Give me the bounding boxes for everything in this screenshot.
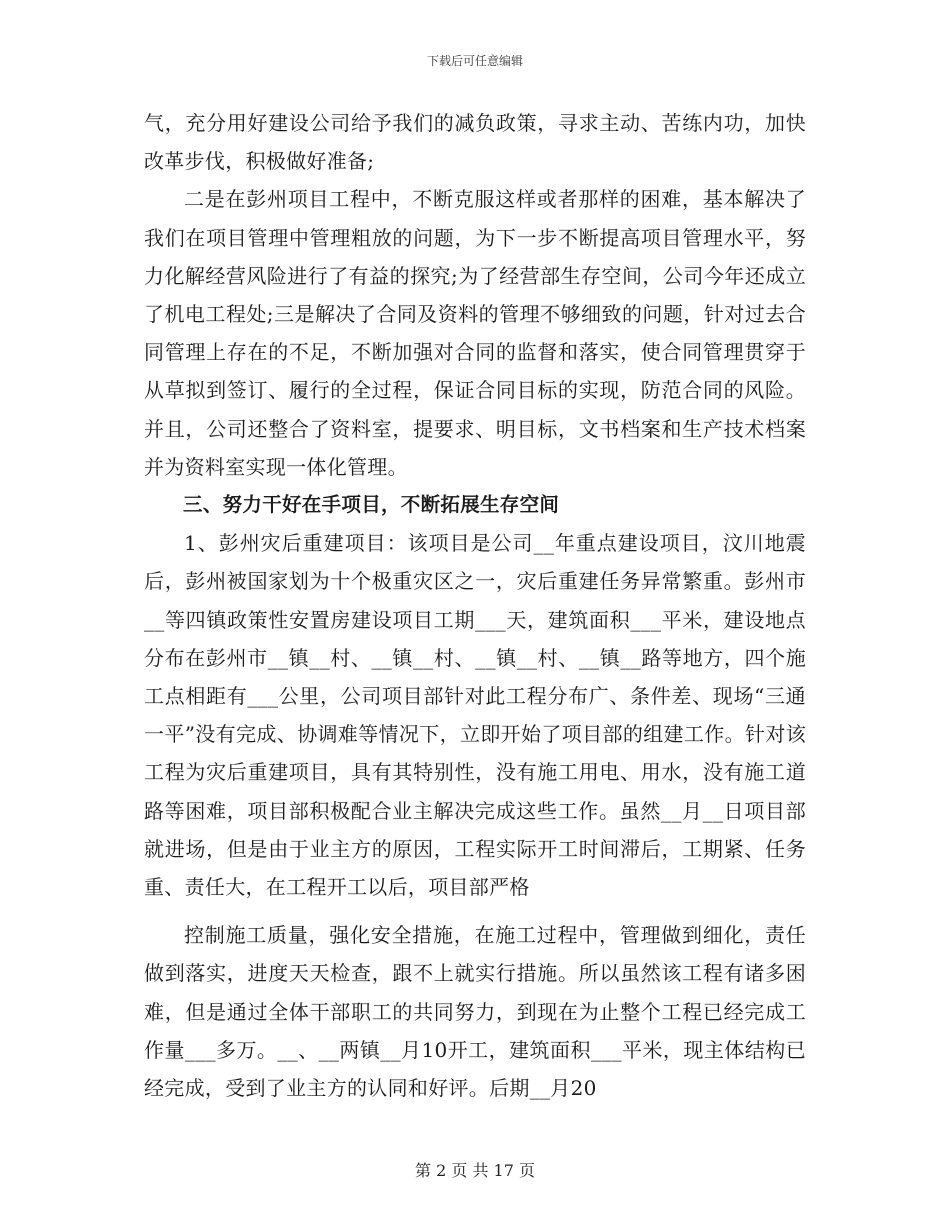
paragraph-pengzhou-project: 1、彭州灾后重建项目：该项目是公司__年重点建设项目，汶川地震后，彭州被国家划为十个极重灾区之一，灾后重建任务异常繁重。彭州市__等四镇政策性安置房建设项目工期___天，建筑面积___平米，建设地点分布在彭州市__镇__村、__镇__村、__镇__村、__镇__路等地方，四个施工点相距有___公里，公司项目部针对此工程分布广、条件差、现场“三通一平”没有完成、协调难等情况下，立即开始了项目部的组建工作。针对该工程为灾后重建项目，具有其特别性，没有施工用电、用水，没有施工道路等困难，项目部积极配合业主解决完成这些工作。虽然__月__日项目部就进场，但是由于业主方的原因，工程实际开工时间滞后，工期紧、任务重、责任大，在工程开工以后，项目部严格: [144, 531, 806, 900]
section-heading: 三、努力干好在手项目，不断拓展生存空间: [183, 493, 560, 517]
page-header: 下载后可任意编辑: [426, 54, 523, 68]
paragraph-continuation: 气，充分用好建设公司给予我们的减负政策，寻求主动、苦练内功，加快改革步伐，积极做好准备;: [144, 111, 806, 174]
page-footer: 第 2 页 共 17 页: [415, 1161, 535, 1180]
paragraph-quality-control: 控制施工质量，强化安全措施，在施工过程中，管理做到细化，责任做到落实，进度天天检查，跟不上就实行措施。所以虽然该工程有诸多困难，但是通过全体干部职工的共同努力，到现在为止整个工程已经完成工作量___多万。__、__两镇__月10开工，建筑面积___平米，现主体结构已经完成，受到了业主方的认同和好评。后期__月20: [144, 923, 806, 1101]
paragraph-project-management: 二是在彭州项目工程中，不断克服这样或者那样的困难，基本解决了我们在项目管理中管理粗放的问题，为下一步不断提高项目管理水平，努力化解经营风险进行了有益的探究;为了经营部生存空间，公司今年还成立了机电工程处;三是解决了合同及资料的管理不够细致的问题，针对过去合同管理上存在的不足，不断加强对合同的监督和落实，使合同管理贯穿于从草拟到签订、履行的全过程，保证合同目标的实现，防范合同的风险。并且，公司还整合了资料室，提要求、明目标，文书档案和生产技术档案并为资料室实现一体化管理。: [144, 187, 806, 479]
document-body: [144, 104, 806, 1107]
